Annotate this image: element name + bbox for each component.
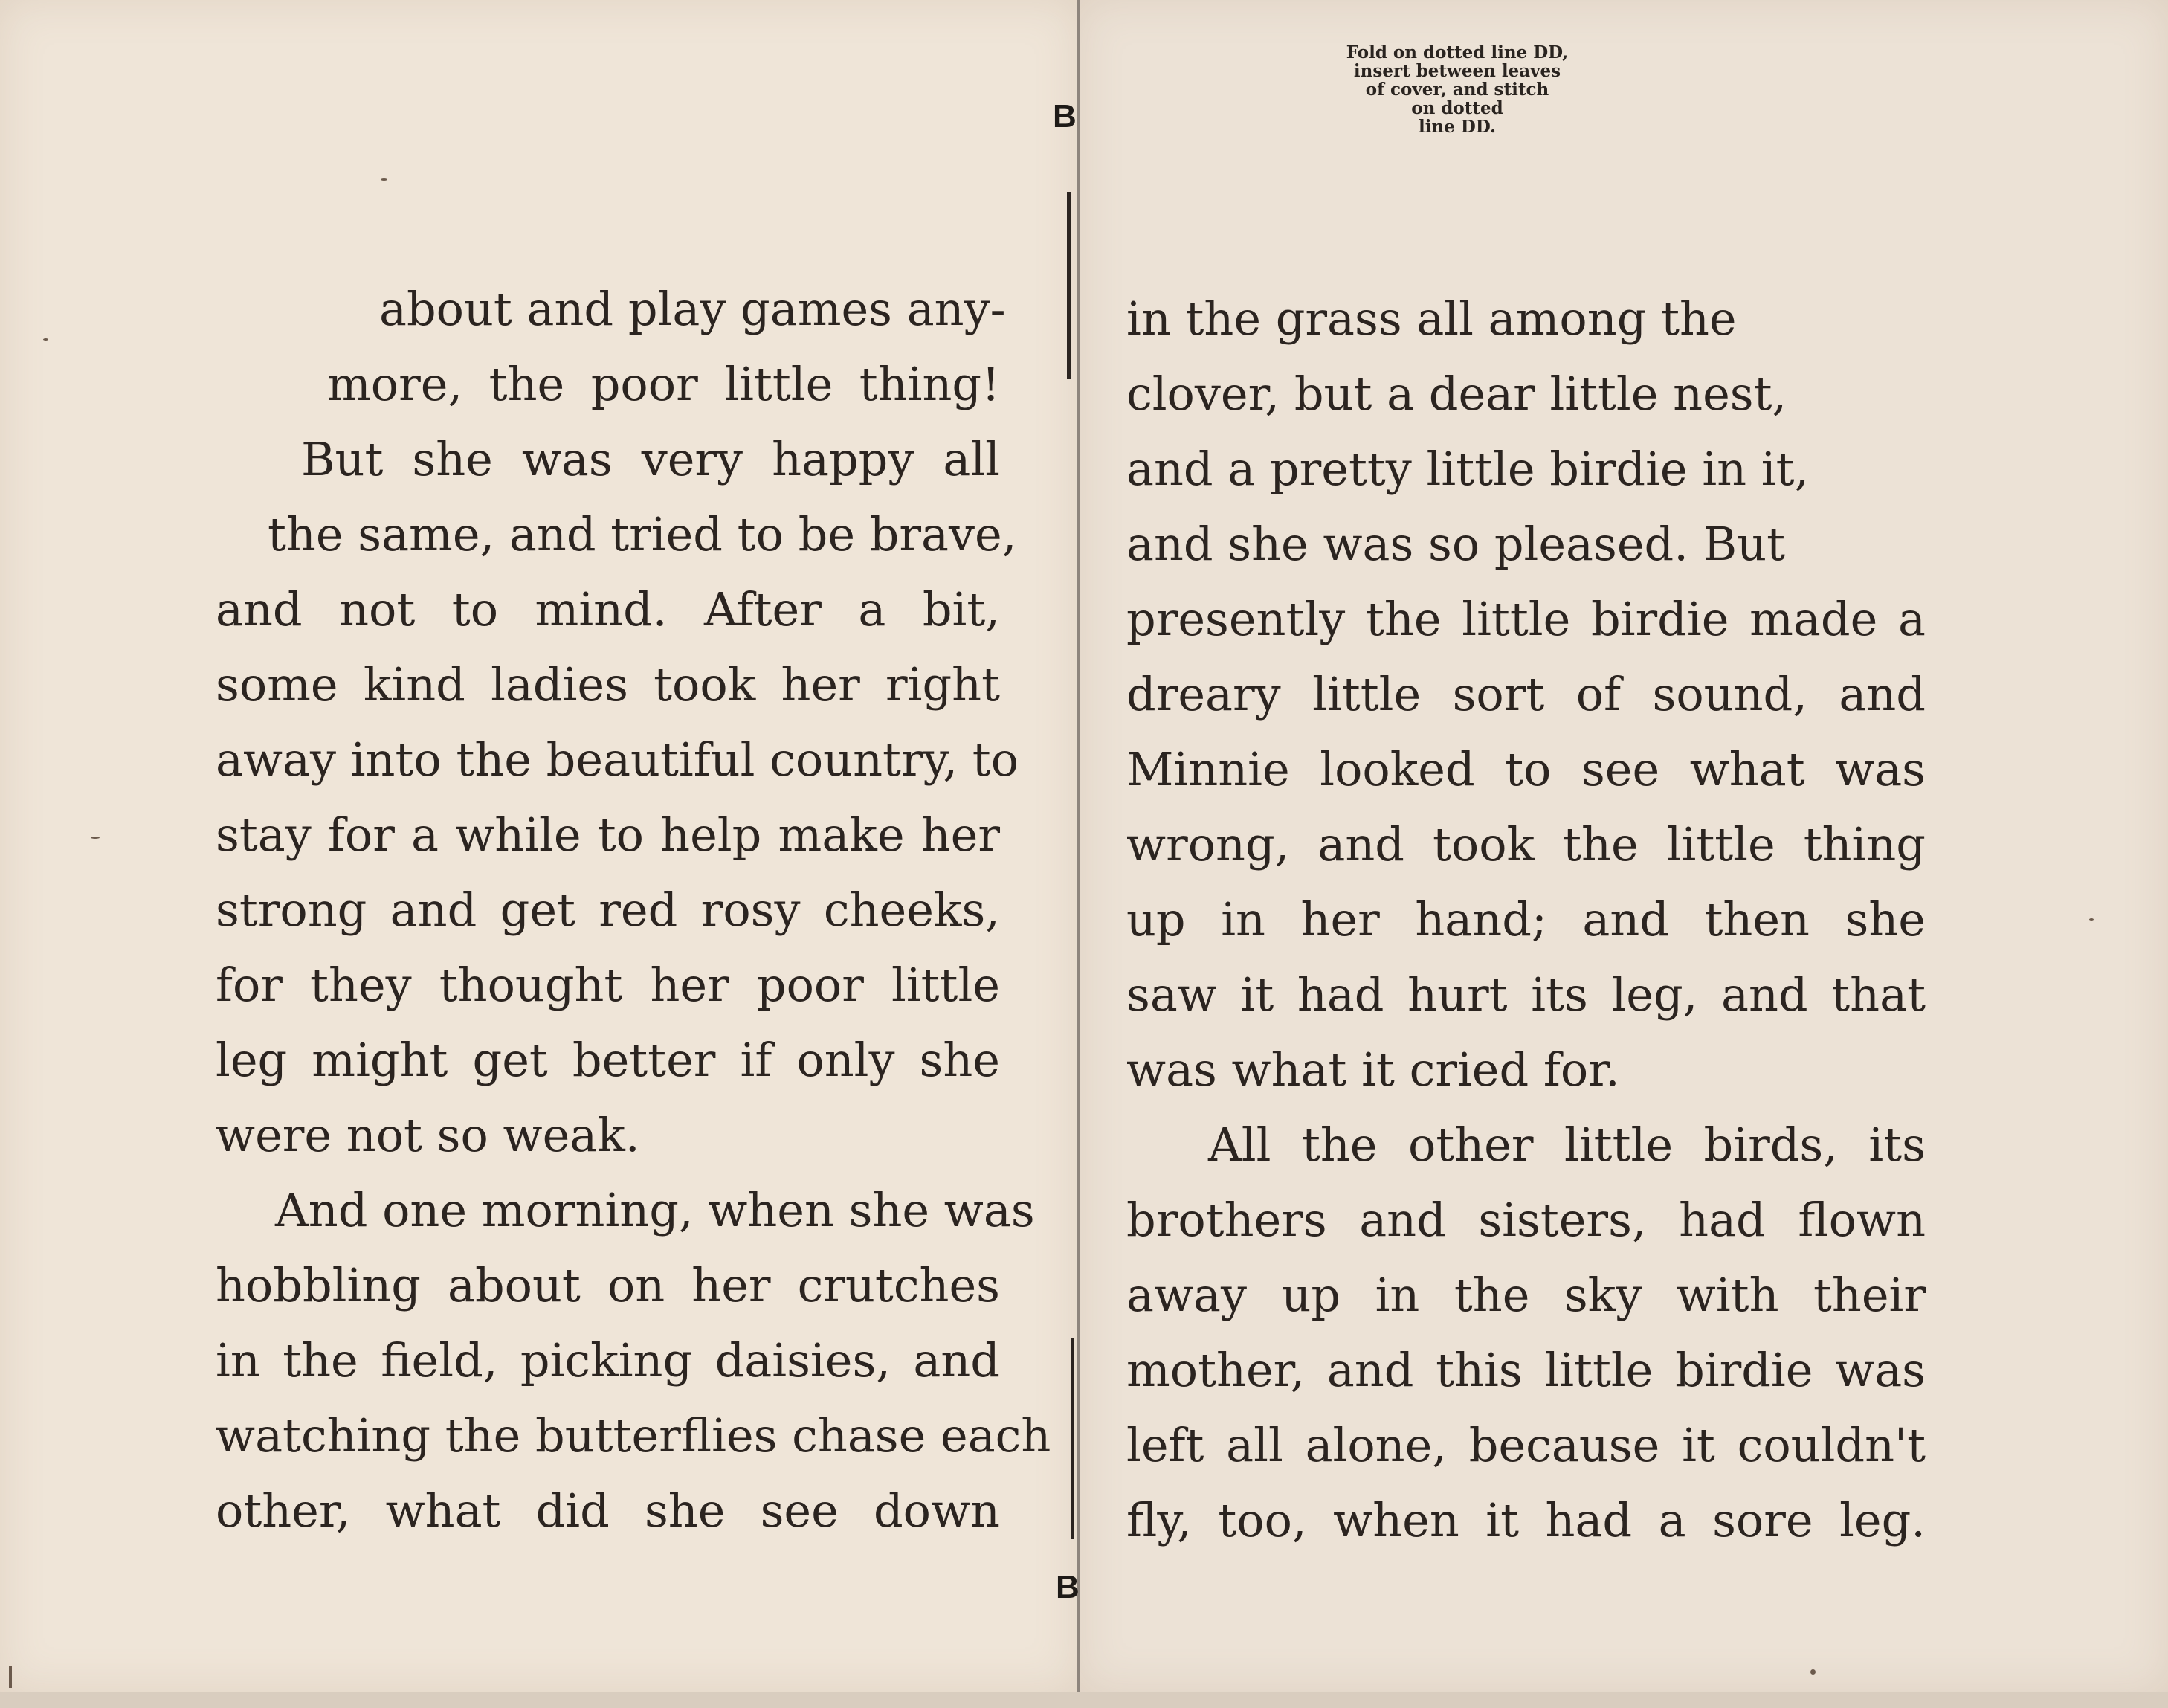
- text-line: saw it had hurt its leg, and that: [1126, 967, 1926, 1022]
- text-line: for they thought her poor little: [216, 958, 1000, 1012]
- instruction-line: insert between leaves: [1353, 61, 1561, 81]
- text-line: mother, and this little birdie was: [1126, 1343, 1926, 1397]
- text-line: away into the beautiful country, to: [216, 732, 1019, 787]
- instruction-line: line DD.: [1419, 117, 1496, 137]
- text-line: presently the little birdie made a: [1126, 592, 1926, 646]
- text-line: and a pretty little birdie in it,: [1126, 442, 1810, 496]
- text-line: dreary little sort of sound, and: [1126, 667, 1926, 721]
- text-line: And one morning, when she was: [275, 1183, 1035, 1237]
- text-line: fly, too, when it had a sore leg.: [1126, 1493, 1926, 1547]
- text-line: up in her hand; and then she: [1126, 892, 1926, 947]
- instruction-line: on dotted: [1411, 98, 1503, 118]
- fold-guide-top: [1067, 192, 1071, 379]
- text-line: and not to mind. After a bit,: [216, 582, 1000, 637]
- text-line: some kind ladies took her right: [216, 657, 1000, 712]
- text-line: Minnie looked to see what was: [1126, 742, 1926, 796]
- text-line: was what it cried for.: [1126, 1042, 1620, 1097]
- text-line: watching the butterflies chase each: [216, 1408, 1051, 1463]
- paper-speck: [381, 178, 387, 181]
- binding-instructions: [1264, 43, 1651, 136]
- text-line: away up in the sky with their: [1126, 1268, 1926, 1322]
- text-line: But she was very happy all: [301, 432, 1000, 486]
- instruction-line: Fold on dotted line DD,: [1346, 42, 1569, 62]
- text-line: wrong, and took the little thing: [1126, 817, 1926, 871]
- paper-mark: [9, 1666, 12, 1688]
- text-line: in the field, picking daisies, and: [216, 1333, 1000, 1388]
- instruction-line: of cover, and stitch: [1365, 80, 1549, 100]
- text-line: more, the poor little thing!: [327, 357, 1000, 411]
- text-line: All the other little birds, its: [1208, 1118, 1926, 1172]
- left-page-text: [216, 271, 1051, 1548]
- text-line: were not so weak.: [216, 1108, 640, 1162]
- text-line: leg might get better if only she: [216, 1033, 1000, 1087]
- text-line: brothers and sisters, had flown: [1126, 1193, 1926, 1247]
- text-line: stay for a while to help make her: [216, 808, 1000, 862]
- paper-speck: [2089, 918, 2094, 921]
- paper-speck: [1810, 1669, 1816, 1675]
- fold-letter-bottom: B: [1056, 1569, 1080, 1605]
- center-fold: [1077, 0, 1080, 1692]
- text-line: the same, and tried to be brave,: [268, 507, 1017, 561]
- text-line: strong and get red rosy cheeks,: [216, 883, 1000, 937]
- right-page-text: [1126, 281, 1926, 1558]
- text-line: about and play games any-: [379, 282, 1006, 336]
- text-line: left all alone, because it couldn't: [1126, 1418, 1926, 1472]
- paper-speck: [91, 837, 100, 839]
- text-line: and she was so pleased. But: [1126, 517, 1786, 571]
- paper-speck: [43, 338, 48, 341]
- fold-letter-top: B: [1053, 98, 1077, 135]
- text-line: hobbling about on her crutches: [216, 1258, 1000, 1312]
- text-line: in the grass all among the: [1126, 291, 1737, 346]
- fold-guide-bottom: [1071, 1338, 1074, 1539]
- page-bottom-edge: [0, 1692, 2168, 1708]
- text-line: other, what did she see down: [216, 1483, 1000, 1538]
- text-line: clover, but a dear little nest,: [1126, 367, 1787, 421]
